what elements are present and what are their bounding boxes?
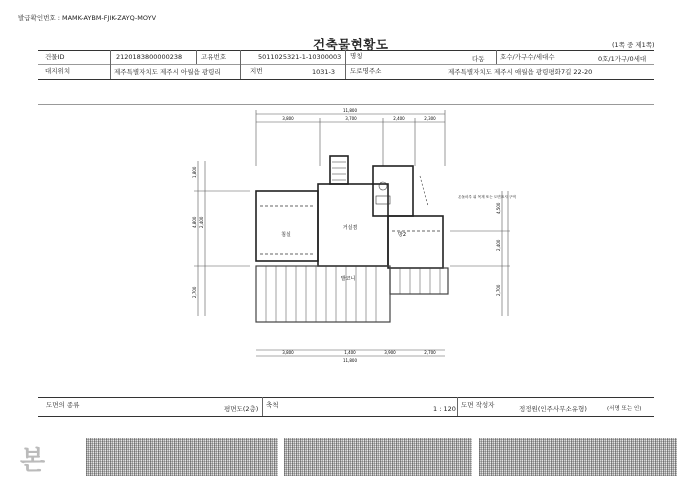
site-location-value: 제주특별자치도 제주시 아월읍 광령리 [114,68,221,76]
dim-left-2: 4,800 [192,216,197,228]
unique-number-value: 5011025321-1-10300003 [258,53,342,61]
building-name-label: 명칭 [350,52,363,60]
scale-value: 1 : 120 [433,405,456,413]
lot-number-label: 지번 [250,67,263,75]
room-label-2: 거실겸 [342,225,358,231]
security-pattern-1 [86,438,278,476]
room-label-3: 방2 [397,232,407,238]
dim-left-3: 2,400 [199,216,204,228]
room-label-1: 침실 [281,232,291,238]
dim-top-4: 2,300 [424,116,436,121]
security-pattern-3 [479,438,677,476]
building-name-value: 다동 [472,55,485,63]
floor-plan [190,106,520,366]
author-value: 정정원(인주사무소유형) [519,405,587,413]
drawing-type-label: 도면의 종류 [46,401,80,409]
security-pattern-2 [284,438,472,476]
dim-bottom-1: 3,800 [282,350,294,355]
plan-note: 온돌마루 위 목재 또는 도면표시 구역 [458,195,516,199]
room-label-4: 발코니 [340,276,356,282]
dim-left-1: 1,800 [192,166,197,178]
stamp-logo: 본 [20,446,46,476]
signature-note: (서명 또는 인) [607,406,642,412]
units-label: 호수/가구수/세대수 [500,53,555,61]
units-value: 0호/1가구/0세대 [598,55,647,63]
page-info: (1쪽 중 제1쪽) [612,41,655,49]
drawing-type-value: 평면도(2층) [224,405,259,413]
road-address-label: 도로명주소 [350,67,382,75]
dim-bottom-2: 1,400 [344,350,356,355]
unique-number-label: 고유번호 [201,53,227,61]
dim-top-2: 3,700 [345,116,357,121]
dim-bottom-total: 11,800 [343,358,357,363]
issue-number: 발급확인번호 : MAMK-AYBM-FJIK-ZAYQ-MOYV [18,14,157,22]
building-id-value: 2120183800000238 [116,53,183,61]
scale-label: 축척 [266,401,279,409]
dim-top-3: 2,400 [393,116,405,121]
author-label: 도면 작성자 [461,401,495,409]
building-id-label: 건물ID [45,53,65,61]
dim-top-1: 3,800 [282,116,294,121]
dim-bottom-3: 3,900 [384,350,396,355]
dim-right-1: 4,500 [496,202,501,214]
site-location-label: 대지위치 [45,67,71,75]
dim-right-2: 2,400 [496,239,501,251]
road-address-value: 제주특별자치도 제주시 애월읍 광령평화7길 22-20 [448,68,593,76]
document-title: 건축물현황도 [313,37,389,52]
lot-number-value: 1031-3 [312,68,336,76]
dim-bottom-4: 2,700 [424,350,436,355]
dim-left-4: 2,700 [192,286,197,298]
dim-top-total: 11,800 [343,108,357,113]
dim-right-3: 2,700 [496,284,501,296]
